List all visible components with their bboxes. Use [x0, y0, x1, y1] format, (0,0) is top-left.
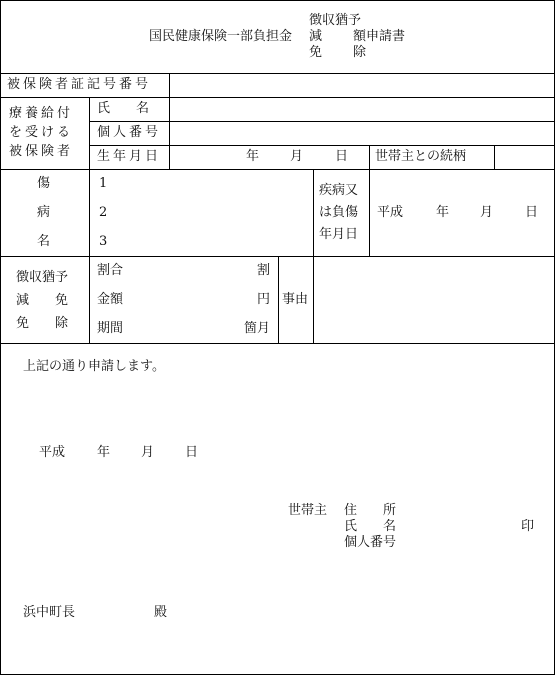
injury-label-char-3: 名 [37, 234, 51, 249]
birth-month-unit: 月 [290, 149, 304, 164]
reduction-period-label: 期間 [97, 321, 124, 336]
reduction-ratio-unit: 割 [257, 263, 271, 278]
rule-insured-number-bottom [1, 97, 554, 98]
rule-title-bottom [1, 73, 554, 74]
rule-reduction-bottom [1, 343, 554, 344]
rule-injury-label-split [89, 169, 90, 256]
injury-date-month: 月 [480, 205, 494, 220]
date-year: 年 [97, 445, 111, 460]
injury-item-3: 3 [99, 234, 108, 249]
title-option-reduce: 減 [309, 29, 323, 44]
recipient-number-label: 個人番号 [97, 125, 162, 140]
title-option-grace: 徴収猶予 [309, 13, 362, 28]
title-option-exempt-2: 除 [353, 45, 367, 60]
rule-injury-date-right [369, 169, 370, 256]
relation-label: 世帯主との続柄 [375, 149, 467, 164]
reduction-label-line-1: 徴収猶予 [16, 270, 69, 285]
reduction-label-line-3: 免 除 [16, 316, 69, 331]
recipient-name-label: 氏 名 [97, 101, 150, 116]
date-month: 月 [141, 445, 155, 460]
injury-item-2: 2 [99, 205, 108, 220]
date-era: 平成 [39, 445, 66, 460]
rule-insured-number-split [169, 73, 170, 97]
injury-date-day: 日 [525, 205, 539, 220]
injury-item-1: 1 [99, 176, 108, 191]
applicant-address-label: 住 所 [344, 503, 397, 518]
addressee-honorific: 殿 [154, 605, 168, 620]
reduction-label-line-2: 減 免 [16, 293, 69, 308]
rule-injury-date-left [313, 169, 314, 256]
rule-recipient-bottom [1, 169, 554, 170]
rule-recipient-field-split [169, 97, 170, 169]
insured-number-label: 被保険者証記号番号 [7, 77, 152, 92]
rule-relation-left [369, 145, 370, 169]
rule-personal-number-bottom [89, 145, 554, 146]
injury-label-char-1: 傷 [37, 176, 51, 191]
applicant-name-label: 氏 名 [344, 519, 397, 534]
rule-name-bottom [89, 121, 554, 122]
injury-date-label-line-1: 疾病又 [319, 183, 359, 198]
reduction-reason-label: 事由 [282, 292, 309, 307]
injury-date-label-line-2: は負傷 [319, 205, 359, 220]
title-suffix: 額申請書 [353, 29, 406, 44]
rule-reason-right [313, 256, 314, 343]
declaration-text: 上記の通り申請します。 [23, 359, 165, 374]
reduction-ratio-label: 割合 [97, 263, 124, 278]
addressee: 浜中町長 [23, 605, 76, 620]
insured-number-field[interactable] [177, 78, 547, 94]
recipient-label-line-2: を受ける [9, 125, 74, 140]
injury-date-label-line-3: 年月日 [319, 227, 359, 242]
rule-reason-left [278, 256, 279, 343]
applicant-number-label: 個人番号 [344, 535, 397, 550]
rule-relation-right [494, 145, 495, 169]
relation-field[interactable] [498, 150, 550, 166]
applicant-role: 世帯主 [288, 503, 328, 518]
reduction-period-unit: 箇月 [244, 321, 271, 336]
recipient-label-line-3: 被保険者 [9, 144, 74, 159]
recipient-label-line-1: 療養給付 [9, 106, 74, 121]
reduction-amount-label: 金額 [97, 292, 124, 307]
injury-label-char-2: 病 [37, 205, 51, 220]
reduction-amount-unit: 円 [257, 292, 271, 307]
recipient-birth-label: 生年月日 [97, 149, 162, 164]
injury-date-era: 平成 [377, 205, 404, 220]
rule-reduction-label-split [89, 256, 90, 343]
injury-date-year: 年 [436, 205, 450, 220]
applicant-seal: 印 [521, 519, 535, 534]
birth-day-unit: 日 [335, 149, 349, 164]
title-option-exempt: 免 [309, 45, 323, 60]
date-day: 日 [185, 445, 199, 460]
rule-recipient-label-split [89, 97, 90, 169]
birth-year-unit: 年 [246, 149, 260, 164]
title-prefix: 国民健康保険一部負担金 [149, 29, 293, 44]
